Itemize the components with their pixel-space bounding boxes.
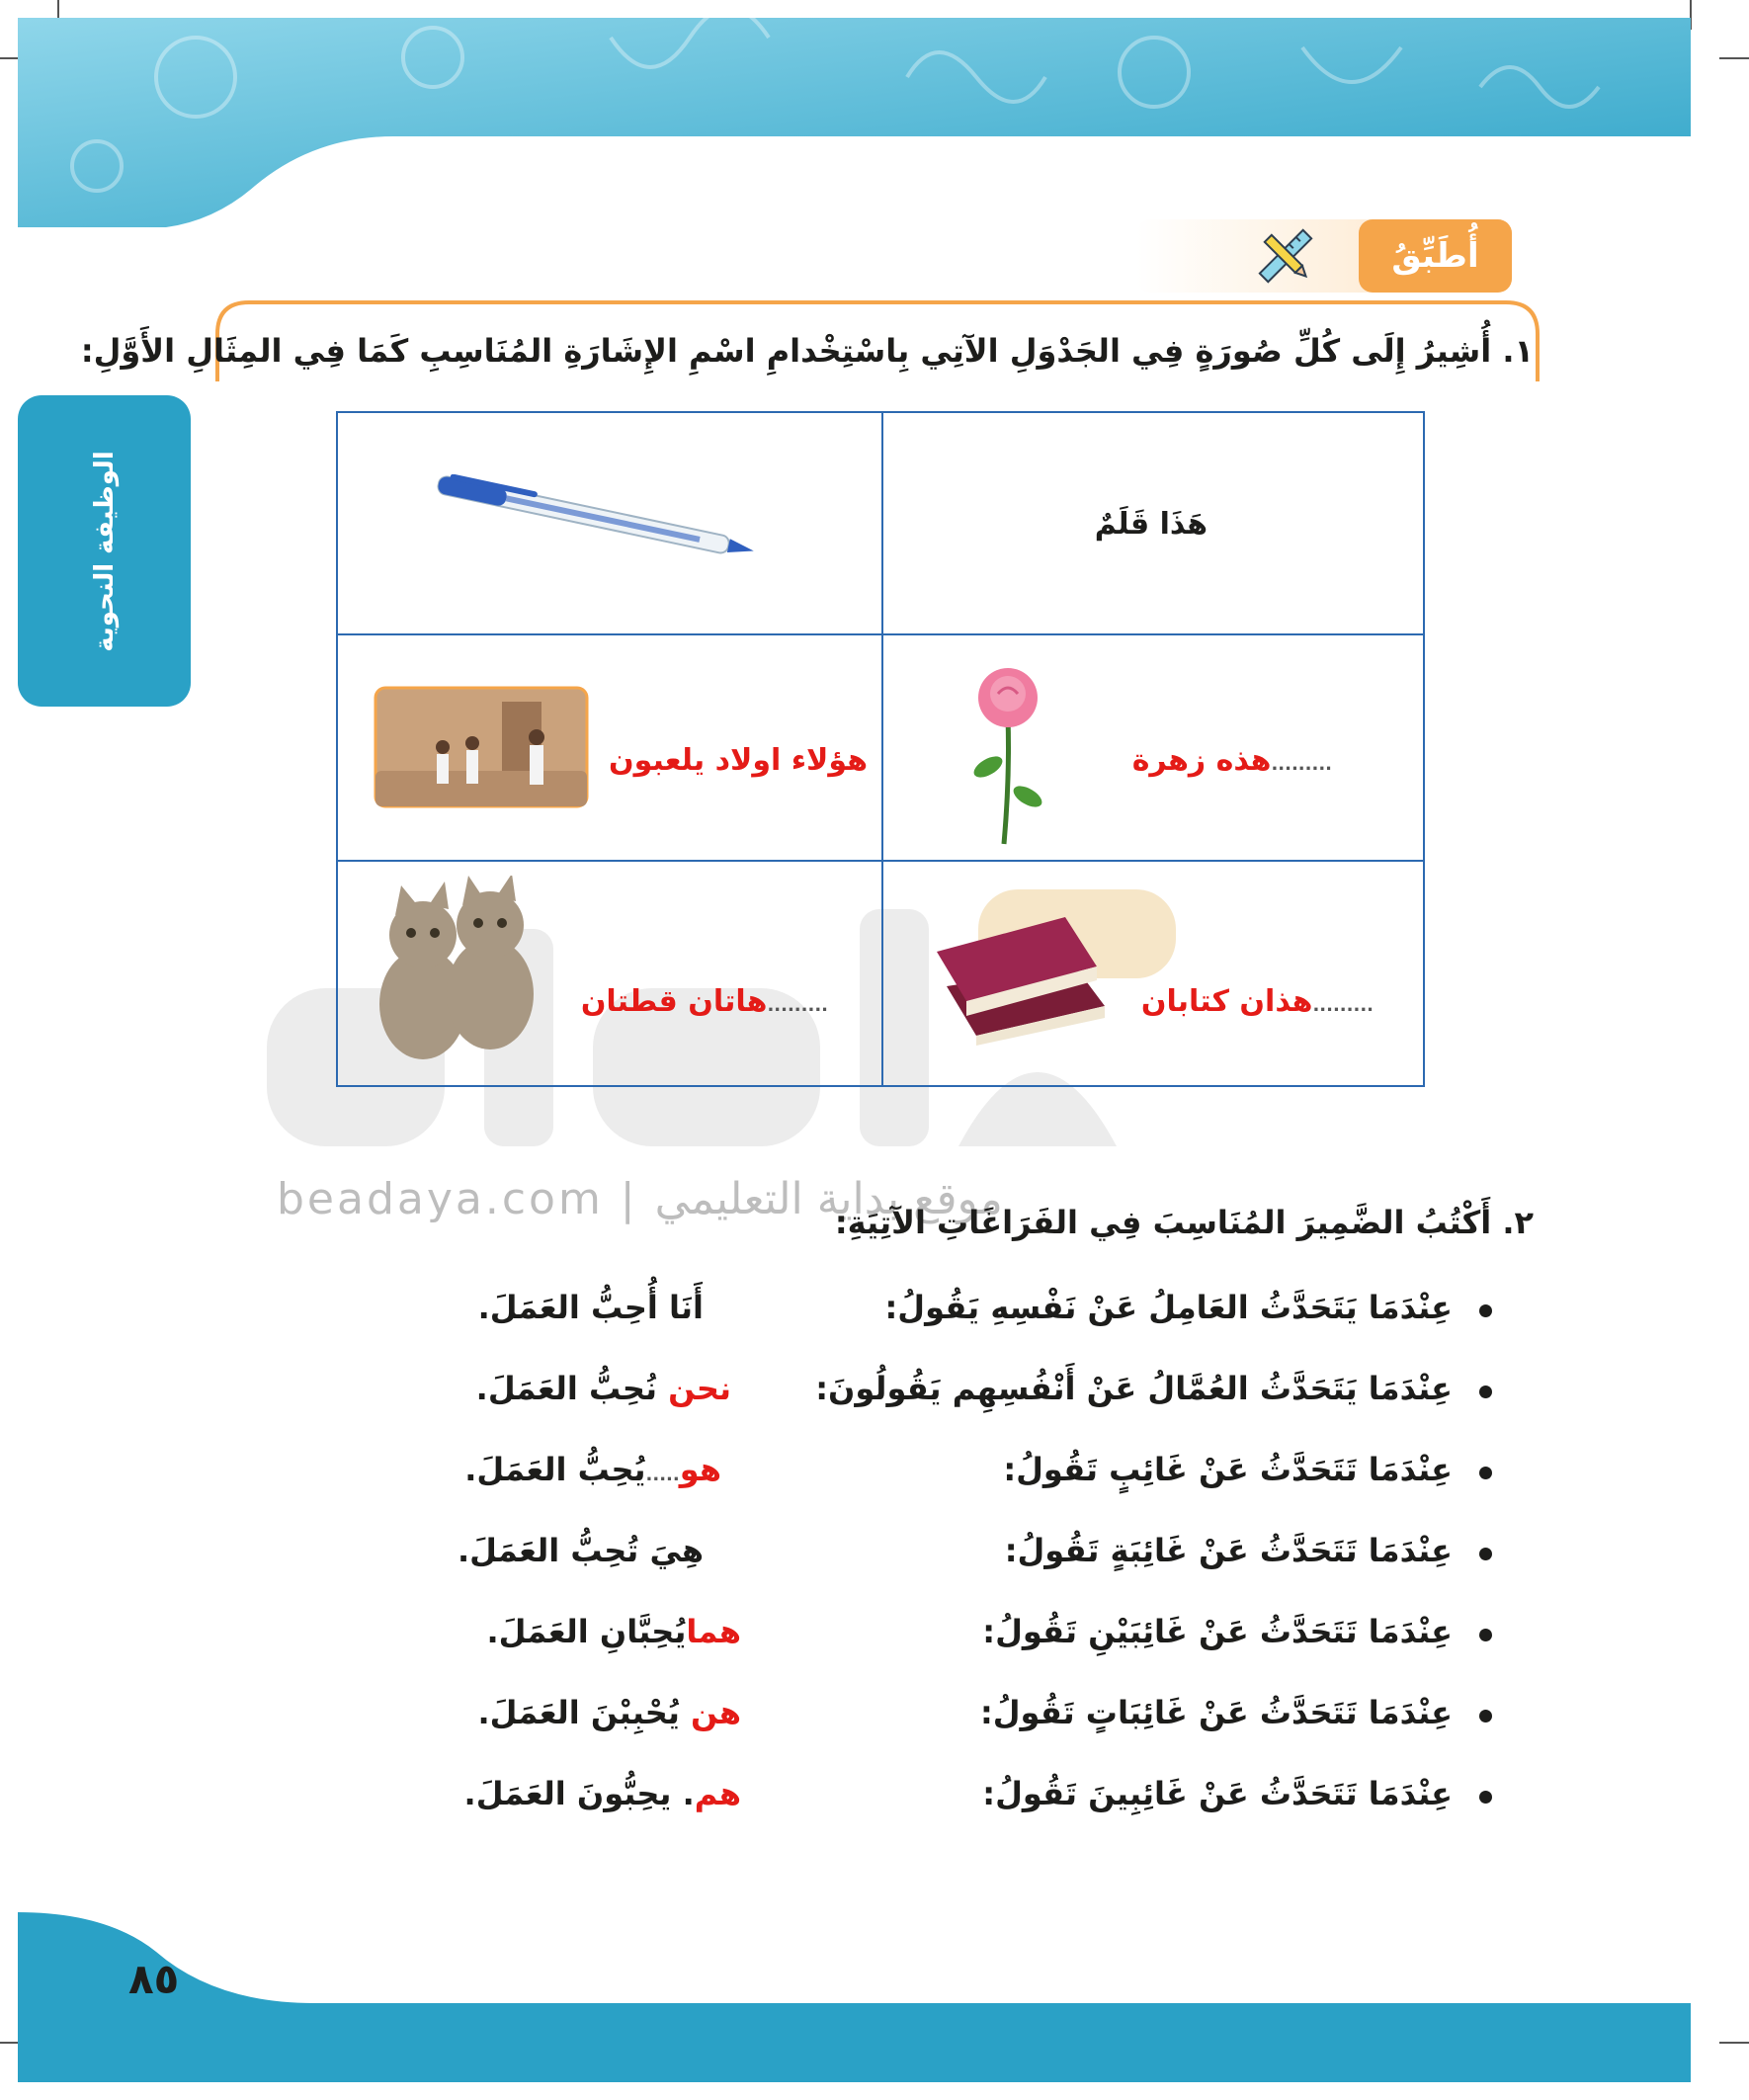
side-section-tab <box>18 395 191 707</box>
footer-band <box>18 1912 1691 2082</box>
exercise2-sentence <box>476 1370 731 1407</box>
table-divider <box>336 860 1425 862</box>
exercise2-sentence-text: يُحْبِبْنَ العَمَلَ. <box>477 1694 680 1731</box>
bullet <box>1479 1710 1492 1722</box>
answer-books <box>1141 984 1374 1019</box>
exercise2-sentence-text: يُحِبُّ العَمَلَ. <box>464 1451 646 1488</box>
exercise2-answer: هما <box>686 1613 741 1650</box>
blank-dots: ......... <box>1271 754 1332 775</box>
exercise2-prompt: عِنْدَمَا تَتَحَدَّثُ عَنْ غَائِبِينَ تَقُولُ: <box>982 1775 1453 1812</box>
exercise2-sentence <box>478 1289 704 1326</box>
pencil-ruler-icon <box>1253 223 1318 289</box>
blank-dots: ......... <box>1312 995 1374 1016</box>
table-divider <box>881 411 883 1087</box>
exercise2-prompt: عِنْدَمَا تَتَحَدَّثُ عَنْ غَائِبَةٍ تَقُولُ: <box>1004 1532 1453 1569</box>
exercise2-sentence <box>487 1613 741 1650</box>
exercise2-answer: هن <box>691 1694 741 1731</box>
exercise2-prompt: عِنْدَمَا تَتَحَدَّثُ عَنْ غَائِبَاتٍ تَقُولُ: <box>979 1694 1453 1731</box>
bullet <box>1479 1386 1492 1398</box>
blank-dots: ..... <box>645 1465 680 1485</box>
exercise2-answer: هم <box>694 1775 741 1812</box>
exercise2-prompt: عِنْدَمَا تَتَحَدَّثُ عَنْ غَائِبَيْنِ تَقُولُ: <box>982 1613 1453 1650</box>
page-number: ٨٥ <box>128 1955 180 2003</box>
answer-cats <box>581 984 828 1019</box>
table-divider <box>336 633 1425 635</box>
bullet <box>1479 1791 1492 1804</box>
exercise2-prompt: عِنْدَمَا يَتَحَدَّثُ العُمَّالُ عَنْ أَنْفُسِهِم يَقُولُونَ: <box>815 1370 1453 1407</box>
exercise2-instruction: ٢. أَكْتُبُ الضَّمِيرَ المُنَاسِبَ فِي الفَرَاغَاتِ الآتِيَةِ: <box>834 1204 1534 1241</box>
answer-flower-text: هذه زهرة <box>1131 743 1272 778</box>
bullet <box>1479 1304 1492 1317</box>
exercise1-instruction: ١. أُشِيرُ إِلَى كُلِّ صُورَةٍ فِي الجَدْوَلِ الآتِي بِاسْتِخْدامِ اسْمِ الإِشَارَةِ المُنَاسِبِ كَمَا فِي المِثَالِ الأَوَّلِ: <box>80 332 1534 370</box>
kittens-image <box>362 876 549 1063</box>
pen-image <box>415 474 771 563</box>
side-tab-label: الوظيفة النحوية <box>89 450 120 652</box>
blank-dots: ......... <box>767 995 828 1016</box>
crop-mark <box>1719 2042 1749 2044</box>
bullet <box>1479 1467 1492 1479</box>
books-image <box>927 897 1115 1046</box>
exercise2-sentence-text: أَنَا أُحِبُّ العَمَلَ. <box>477 1289 704 1326</box>
bullet <box>1479 1548 1492 1560</box>
answer-boys: هؤلاء اولاد يلعبون <box>609 743 868 778</box>
exercise2-sentence <box>458 1532 704 1569</box>
example-answer: هَذَا قَلَمٌ <box>1094 507 1208 542</box>
exercise2-answer: هو <box>679 1451 721 1488</box>
bullet <box>1479 1629 1492 1641</box>
answer-flower <box>1132 743 1332 778</box>
answer-books-text: هذان كتابان <box>1140 984 1313 1019</box>
answer-cats-text: هاتان قطتان <box>580 984 768 1019</box>
watermark-text: beadaya.com | موقع بداية التعليمي <box>277 1174 1003 1224</box>
header-band <box>18 18 1691 227</box>
exercise2-sentence <box>464 1451 721 1488</box>
crop-mark <box>1719 57 1749 59</box>
exercise2-sentence <box>478 1694 741 1731</box>
exercise2-prompt: عِنْدَمَا يَتَحَدَّثُ العَامِلُ عَنْ نَفْسِهِ يَقُولُ: <box>884 1289 1453 1326</box>
exercise2-sentence-text: يحِبُّونَ العَمَلَ. <box>463 1775 672 1812</box>
practice-badge: أُطَبِّقُ <box>1359 219 1512 293</box>
exercise2-sentence: هم. يحِبُّونَ العَمَلَ. <box>463 1775 741 1812</box>
exercise2-prompt: عِنْدَمَا تَتَحَدَّثُ عَنْ غَائِبٍ تَقُولُ: <box>1003 1451 1453 1488</box>
exercise2-sentence-text: يُحِبَّانِ العَمَلَ. <box>486 1613 687 1650</box>
exercise2-answer: نحن <box>668 1370 731 1407</box>
exercise2-sentence-text: هِيَ تُحِبُّ العَمَلَ. <box>457 1532 704 1569</box>
children-playing-image <box>374 682 589 812</box>
rose-image <box>958 658 1057 846</box>
exercise2-sentence-text: نُحِبُّ العَمَلَ. <box>475 1370 657 1407</box>
